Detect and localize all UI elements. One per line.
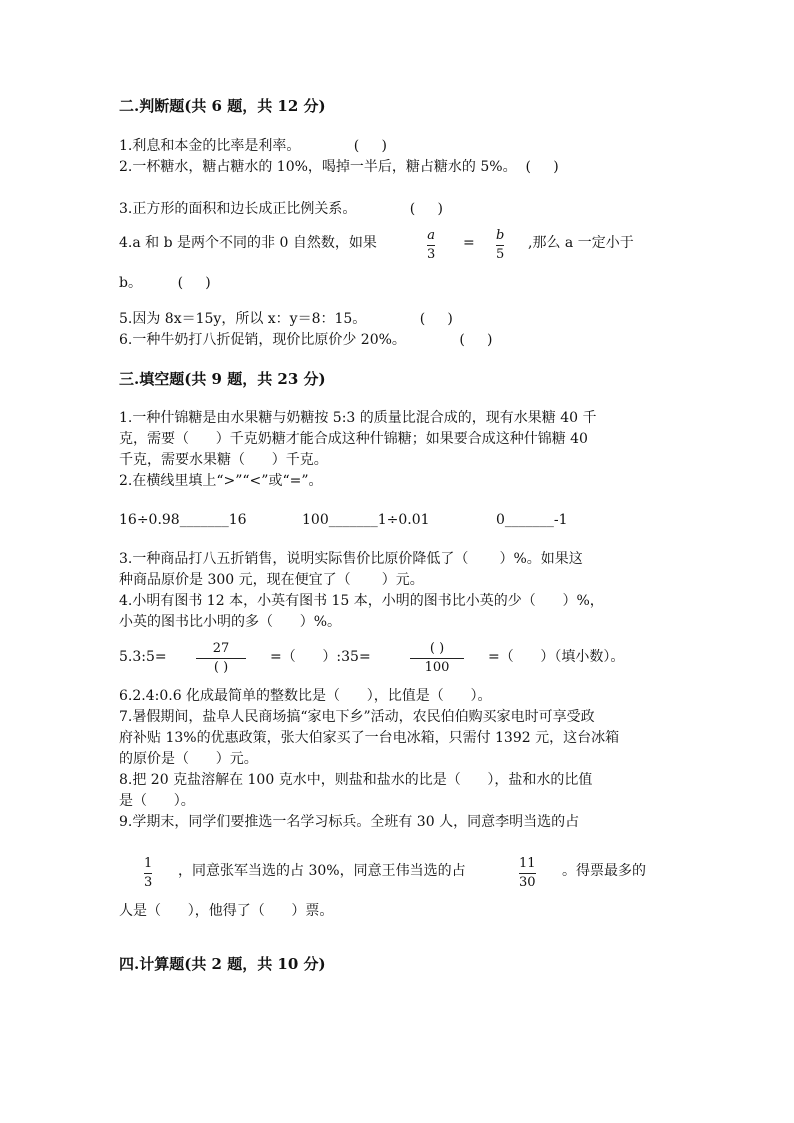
fraction-denominator: 3 [144,875,153,890]
section-2-heading: 二.判断题(共 6 题，共 12 分) [119,97,326,115]
fill-q9-end: 。得票最多的 [562,863,646,879]
fill-q6: 6.2.4:0.6 化成最简单的整数比是（ ），比值是（ ）。 [119,688,492,704]
fraction-denominator: 30 [519,875,536,890]
fill-q1-line1: 1.一种什锦糖是由水果糖与奶糖按 5:3 的质量比混合成的，现有水果糖 40 千 [119,410,597,426]
section-3-heading: 三.填空题(共 9 题，共 23 分) [119,370,326,388]
fraction-11-over-30 [519,857,536,890]
fraction-bar [144,873,152,874]
fraction-a-over-3 [427,229,435,262]
fraction-numerator: ( ) [429,641,445,656]
fill-q1-line3: 千克，需要水果糖（ ）千克。 [119,452,328,468]
fraction-bar [496,245,504,246]
fill-q9-line3: 人是（ ），他得了（ ）票。 [119,903,334,919]
judgment-q1: 1.利息和本金的比率是利率。 ( ) [119,138,387,154]
fill-q4-line2: 小英的图书比小明的多（ ）%。 [119,614,342,630]
fraction-1-over-3 [144,857,152,890]
fraction-numerator: 27 [212,641,230,656]
fill-q7-line1: 7.暑假期间，盐阜人民商场搞“家电下乡”活动，农民伯伯购买家电时可享受政 [119,709,595,725]
fraction-denominator: ( ) [213,660,229,675]
judgment-q5: 5.因为 8x＝15y，所以 x：y＝8：15。 ( ) [119,311,453,327]
fill-q9-middle: ，同意张军当选的占 30%，同意王伟当选的占 [178,863,466,879]
judgment-q6: 6.一种牛奶打八折促销，现价比原价少 20%。 ( ) [119,332,493,348]
fraction-numerator: b [496,228,505,243]
compare-item-1: 16÷0.98_______16 [119,512,247,528]
judgment-q3: 3.正方形的面积和边长成正比例关系。 ( ) [119,201,443,217]
fill-q2: 2.在横线里填上“>”“<”或“=”。 [119,473,323,489]
judgment-q4-line2: b。 ( ) [119,275,211,291]
fill-q3-line1: 3.一种商品打八五折销售，说明实际售价比原价降低了（ ）%。如果这 [119,551,583,567]
fill-q5-end: =（ ）（填小数）。 [488,649,625,665]
compare-item-3: 0_______-1 [496,512,568,528]
fraction-denominator: 3 [427,247,436,262]
fill-q9-line1: 9.学期末，同学们要推选一名学习标兵。全班有 30 人，同意李明当选的占 [119,814,580,830]
judgment-q2: 2.一杯糖水，糖占糖水的 10%，喝掉一半后，糖占糖水的 5%。 ( ) [119,159,559,175]
fraction-27-over-blank [196,642,246,675]
fill-q5-middle: =（ ）:35= [270,649,371,665]
fraction-denominator: 100 [424,660,450,675]
fraction-bar [519,873,536,874]
fill-q7-line2: 府补贴 13%的优惠政策，张大伯家买了一台电冰箱，只需付 1392 元，这台冰箱 [119,730,620,746]
judgment-q4-text: 4.a 和 b 是两个不同的非 0 自然数，如果 [119,235,377,251]
fill-q7-line3: 的原价是（ ）元。 [119,751,258,767]
fraction-bar [196,658,246,659]
fraction-numerator: 11 [519,856,536,871]
fraction-b-over-5 [496,229,504,262]
judgment-q4-text-end: ,那么 a 一定小于 [528,235,634,251]
fill-q8-line2: 是（ ）。 [119,793,195,809]
fill-q8-line1: 8.把 20 克盐溶解在 100 克水中，则盐和盐水的比是（ ），盐和水的比值 [119,772,593,788]
fraction-numerator: a [427,228,436,243]
fill-q1-line2: 克，需要（ ）千克奶糖才能合成这种什锦糖；如果要合成这种什锦糖 40 [119,431,588,447]
fraction-blank-over-100 [410,642,464,675]
section-4-heading: 四.计算题(共 2 题，共 10 分) [119,955,326,973]
fraction-bar [427,245,435,246]
fraction-bar [410,658,464,659]
equals-sign: = [463,235,475,251]
fill-q5-start: 5.3:5= [119,649,167,665]
fill-q3-line2: 种商品原价是 300 元，现在便宜了（ ）元。 [119,572,424,588]
fraction-numerator: 1 [144,856,153,871]
fraction-denominator: 5 [496,247,505,262]
fill-q4-line1: 4.小明有图书 12 本，小英有图书 15 本，小明的图书比小英的少（ ）%， [119,593,604,609]
compare-item-2: 100_______1÷0.01 [302,512,430,528]
